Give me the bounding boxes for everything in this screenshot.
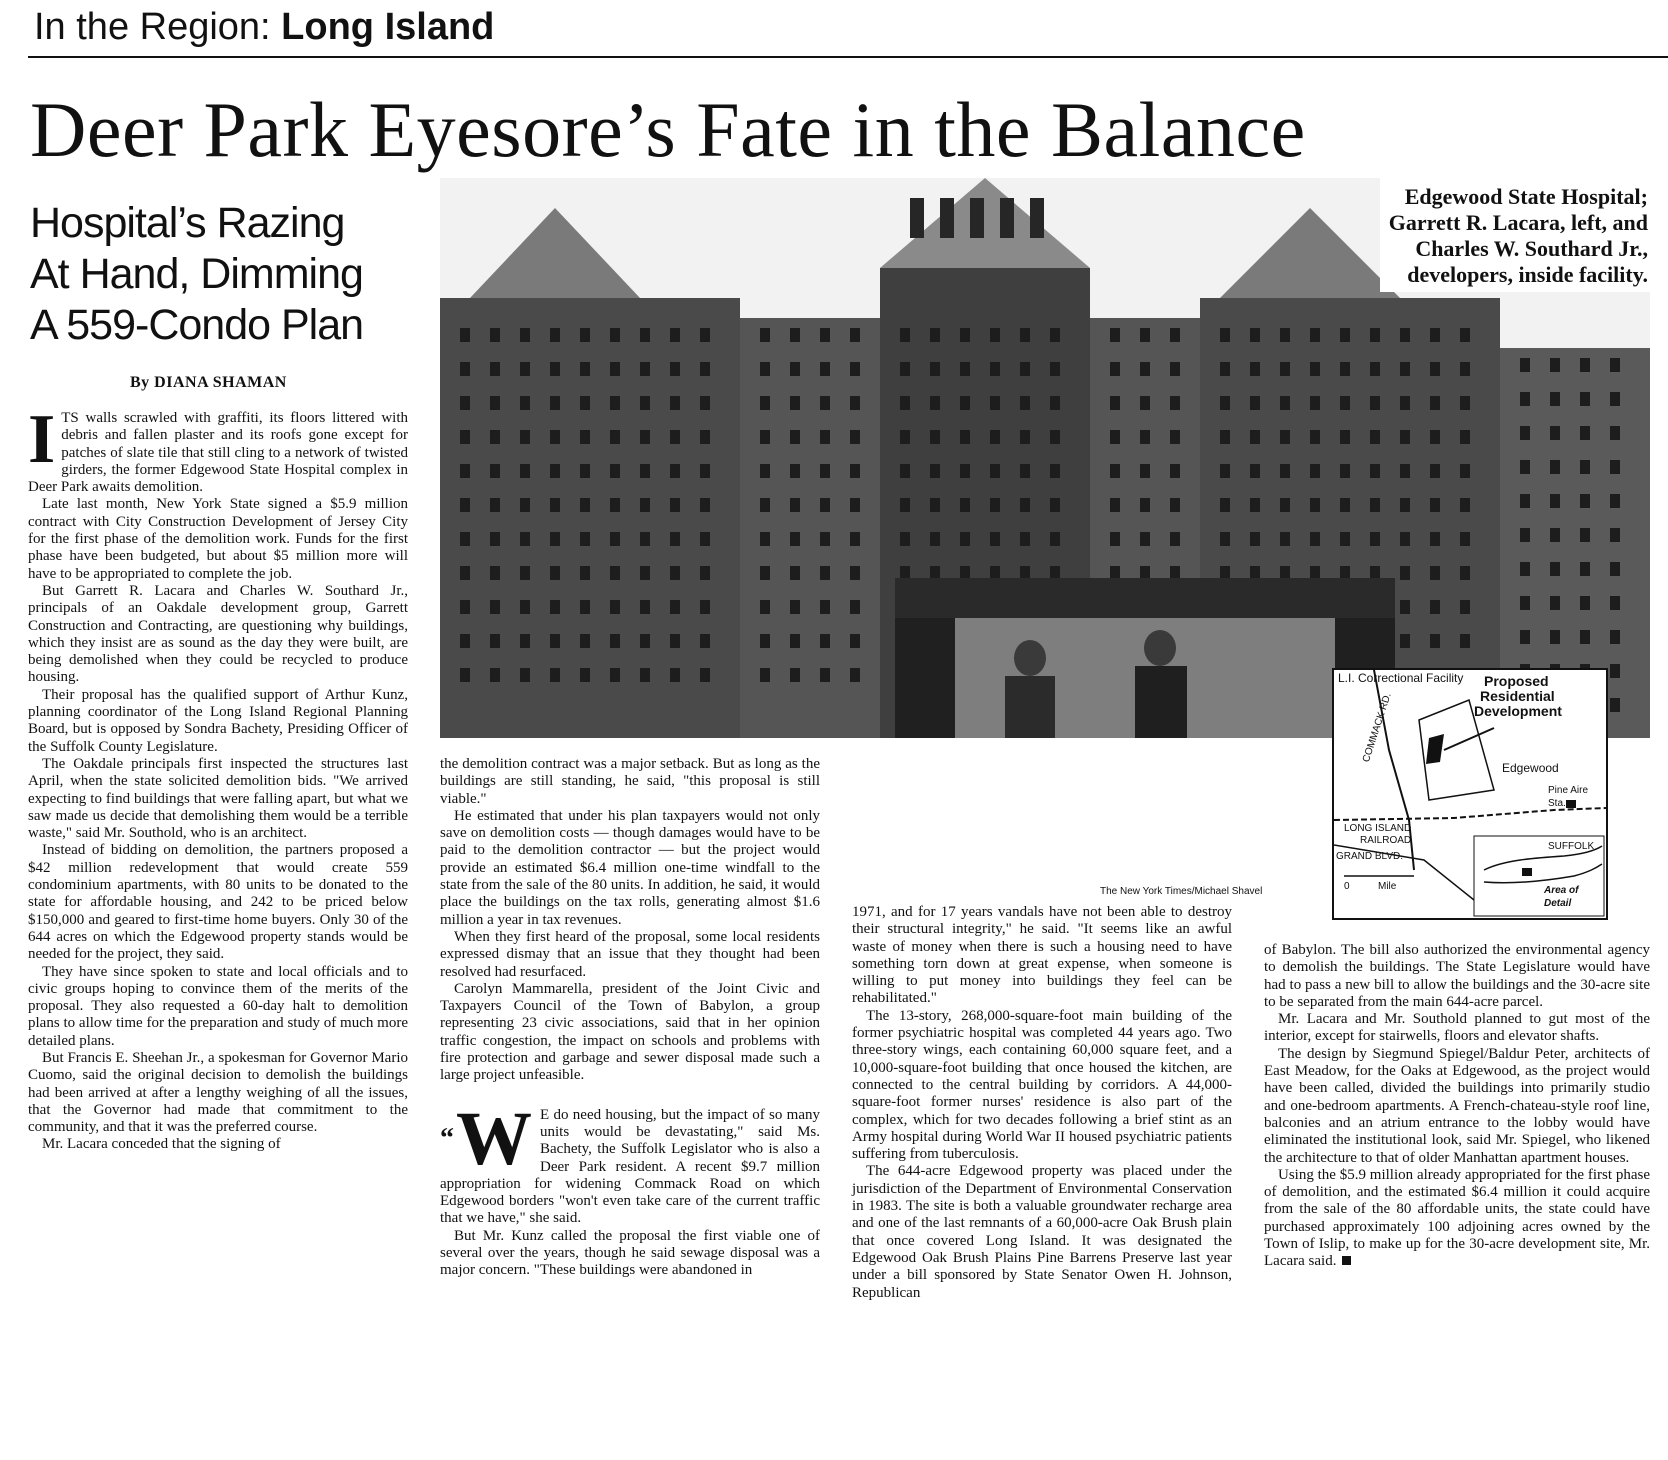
paragraph: Carolyn Mammarella, president of the Joint Civic and Taxpayers Council of the Town of Babylon, a group representing 23 civic associations, said that in her opinion traffic congestion, the impact on schools and problems with fire protection and garbage and sewer disposal made such a large project unfeasible.: [440, 980, 820, 1084]
paragraph: [1264, 1167, 1650, 1271]
paragraph: 1971, and for 17 years vandals have not been able to destroy their structural integrity," he said. "It seems like an awful waste of money when there is such a housing need to have something torn down at great expense, when someone is willing to put money into buildings they feel can be rehabilitated.": [852, 904, 1232, 1007]
map-label-area-of-detail: Area of Detail: [1544, 885, 1579, 909]
paragraph: But Garrett R. Lacara and Charles W. Southard Jr., principals of an Oakdale development group, Garrett Construction and Contracting, are questioning why buildings, which they insist are as sound as the day they were built, are being demolished when they could be recycled to produce housing.: [28, 582, 408, 686]
paragraph: They have since spoken to state and local officials and to civic groups hoping to convince them of the merits of the proposal. They also requested a 60-day halt to demolition plans to allow time for the preparation and study of much more detailed plans.: [28, 963, 408, 1049]
article-column-1: [28, 401, 408, 1154]
lead-text: TS walls scrawled with graffiti, its floors littered with debris and fallen plaster and its roofs gone except for patches of slate tile that still cling to a network of twisted girders, the former Edgewood State Hospital complex in Deer Park awaits demolition.: [28, 410, 408, 496]
paragraph: The Oakdale principals first inspected the structures last April, when the state solicited demolition bids. "We arrived expecting to find buildings that were falling apart, but what we saw made us decide that demolishing them would be a terrible waste," said Mr. Southold, who is an architect.: [28, 755, 408, 842]
map-label-grand-blvd: GRAND BLVD.: [1336, 851, 1404, 862]
paragraph: Instead of bidding on demolition, the partners proposed a $42 million redevelopment that would create 559 condominium apartments, with 80 units to be donated to the state for affordable housing, and 242 to be priced below $150,000 and geared to first-time home buyers. Only 30 of the 644 acres on which the Edgewood property stands would be needed for the project, they said.: [28, 842, 408, 963]
paragraph: Mr. Lacara conceded that the signing of: [42, 1136, 281, 1153]
photo-caption: Edgewood State Hospital; Garrett R. Lacara, left, and Charles W. Southard Jr., developers, inside facility.: [1380, 178, 1654, 292]
map-label-development: Development: [1474, 703, 1562, 719]
map-label-facility: L.I. Correctional Facility: [1338, 671, 1464, 685]
kicker-region: Long Island: [281, 6, 495, 48]
header-rule: [28, 56, 1668, 58]
headline: Deer Park Eyesore’s Fate in the Balance: [30, 86, 1306, 173]
pull-cap-letter: W: [456, 1096, 532, 1181]
map-scale-mile: Mile: [1378, 881, 1397, 892]
map-label-commack-rd: COMMACK RD.: [1360, 691, 1394, 764]
article-column-2: [440, 756, 820, 1280]
map-label-proposed: Proposed: [1484, 673, 1549, 689]
paragraph: He estimated that under his plan taxpayers would not only save on demolition costs — though damages would have to be paid to the demolition contractor — but the project would provide an estimated $6.4 million one-time windfall to the state from the sale of the 80 units. In addition, he said, it would place the buildings on the tax rolls, generating almost $1.6 million a year in tax revenues.: [440, 807, 820, 928]
paragraph: The 13-story, 268,000-square-foot main building of the former psychiatric hospital was completed 44 years ago. Two three-story wings, each containing 60,000 square feet, and a 10,000-square-foot building that once housed the kitchen, are connected to the central building by corridors. A 44,000-square-foot former nurses' residence is also part of the complex, which for two decades following a brief stint as an Army hospital during World War II housed psychiatric patients suffering from tuberculosis.: [852, 1007, 1232, 1163]
paragraph: of Babylon. The bill also authorized the environmental agency to demolish the buildings. The State Legislature would have had to pass a new bill to allow the buildings and the 30-acre site to be separated from the main 644-acre parcel.: [1264, 942, 1650, 1010]
deck: [30, 198, 410, 351]
pull-text: E do need housing, but the impact of so many units would be devastating," said Ms. Bachety, the Suffolk Legislator who is also a Deer Park resident. A recent $9.7 million appropriation for widening Commack Road on which Edgewood borders "won't even take care of the current traffic that we have," she said.: [440, 1106, 820, 1227]
map-scale-zero: 0: [1344, 881, 1350, 892]
map-label-station: Pine Aire Sta.: [1548, 785, 1589, 809]
map-label-edgewood: Edgewood: [1502, 761, 1559, 775]
paragraph: But Mr. Kunz called the proposal the first viable one of several over the years, though he said sewage disposal was a major concern. "These buildings were abandoned in: [440, 1227, 820, 1279]
paragraph: But Francis E. Sheehan Jr., a spokesman for Governor Mario Cuomo, said the original decision to demolish the buildings had been arrived at after a lengthy weighing of all the issues, that the Governor had made that commitment to the community, and that it was the preferred course.: [28, 1049, 408, 1136]
article-column-3: [852, 904, 1232, 1302]
deck-line: Hospital’s Razing: [30, 199, 345, 247]
locator-map: [1332, 668, 1608, 920]
end-mark: [1342, 1256, 1351, 1265]
pull-quote-paragraph: [440, 1096, 820, 1228]
map-label-residential: Residential: [1480, 688, 1555, 704]
open-quote-mark: “: [440, 1122, 454, 1154]
drop-cap: I: [28, 401, 56, 478]
kicker-prefix: In the Region:: [34, 6, 282, 48]
section-kicker: [34, 4, 494, 50]
map-label-suffolk: SUFFOLK: [1548, 841, 1595, 852]
paragraph: Their proposal has the qualified support of Arthur Kunz, planning coordinator of the Long Island Regional Planning Board, but is opposed by Sondra Bachety, Presiding Officer of the Suffolk County Legislature.: [28, 686, 408, 755]
paragraph-text: Using the $5.9 million already appropriated for the first phase of demolition, and the estimated $6.4 million it could acquire from the sale of the 80 affordable units, the state could have purchased approximately 100 adjoining acres owned by the Town of Islip, to make up for the 30-acre development site, Mr. Lacara said.: [1264, 1166, 1650, 1270]
paragraph: The 644-acre Edgewood property was placed under the jurisdiction of the Department of Environmental Conservation in 1983. The site is both a valuable groundwater recharge area and one of the last remnants of a 60,000-acre Oak Brush plain that once covered Long Island. It was designated the Edgewood Oak Brush Plains Pine Barrens Preserve last year under a bill sponsored by State Senator Owen H. Johnson, Republican: [852, 1163, 1232, 1301]
map-label-railroad-1: LONG ISLAND: [1344, 823, 1412, 834]
paragraph: Mr. Lacara and Mr. Southold planned to gut most of the interior, except for stairwells, floors and elevator shafts.: [1264, 1011, 1650, 1045]
article-column-4: [1264, 942, 1650, 1271]
lead-paragraph: [28, 401, 408, 496]
paragraph: When they first heard of the proposal, some local residents expressed dismay that an issue that they thought had been resolved had resurfaced.: [440, 928, 820, 980]
pull-drop-cap: [440, 1096, 532, 1181]
byline: By DIANA SHAMAN: [130, 374, 287, 391]
map-label-railroad-2: RAILROAD: [1360, 835, 1412, 846]
paragraph: the demolition contract was a major setback. But as long as the buildings are still standing, he said, "this proposal is still viable.": [440, 756, 820, 807]
paragraph: Late last month, New York State signed a $5.9 million contract with City Construction Development of Jersey City for the first phase of the demolition work. Funds for the first phase have been budgeted, but about $5 million more will have to be appropriated to complete the job.: [28, 496, 408, 582]
photo-credit: The New York Times/Michael Shavel: [1100, 886, 1263, 897]
paragraph: The design by Siegmund Spiegel/Baldur Peter, architects of East Meadow, for the Oaks at Edgewood, as the project would have been called, divided the buildings into primarily studio and one-bedroom apartments. A French-chateau-style roof line, balconies and an atrium entrance to the lobby would have eliminated the institutional look, said Mr. Spiegel, who likened the architecture to that of older Manhattan apartment houses.: [1264, 1045, 1650, 1166]
deck-line: A 559-Condo Plan: [30, 301, 364, 349]
deck-line: At Hand, Dimming: [30, 250, 363, 298]
